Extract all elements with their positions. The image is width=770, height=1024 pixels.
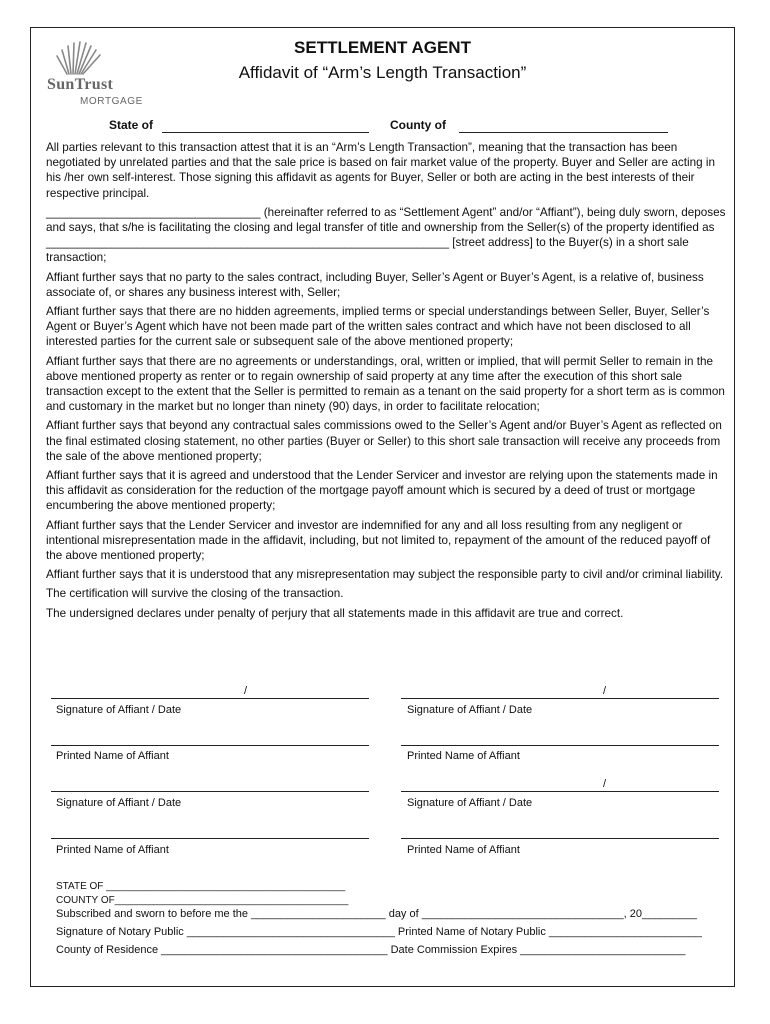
affiant-1-signature-label: Signature of Affiant / Date (56, 704, 182, 716)
logo-subtitle: MORTGAGE (80, 96, 143, 107)
date-separator: / (603, 685, 607, 697)
agent-text-2: [street address] to the Buyer(s) in a short sale transaction; (46, 236, 689, 265)
clause-paragraph: Affiant further says that it is understood that any misrepresentation may subject the responsible party to civil and/or criminal liability. (46, 568, 724, 582)
clause-paragraph: The certification will survive the closing of the transaction. (46, 587, 344, 601)
affiant-3-signature-field[interactable] (51, 791, 369, 792)
affiant-4-printed-name-label: Printed Name of Affiant (407, 844, 520, 856)
affiant-2-printed-name-field[interactable] (401, 745, 719, 746)
clause-paragraph: Affiant further says that the Lender Servicer and investor are indemnified for any and all loss resulting from any negligent or intentional misrepresentation made in the affidavit, including, but not limited to, repayment of the amount of the reduced payoff of the above mentioned property; (46, 518, 711, 563)
document-subtitle: Affidavit of “Arm’s Length Transaction” (238, 63, 527, 82)
affiant-2-signature-field[interactable] (401, 698, 719, 699)
affiant-4-printed-name-field[interactable] (401, 838, 719, 839)
logo-brand: SunTrust (47, 76, 114, 93)
notary-residence-line[interactable]: County of Residence _____________________________________ Date Commission Expires ___________________________ (56, 944, 686, 956)
agent-paragraph (46, 205, 726, 266)
street-address-field[interactable]: ______________________________________________________________ (46, 236, 450, 250)
affiant-4-signature-field[interactable] (401, 791, 719, 792)
document-title: SETTLEMENT AGENT (294, 38, 471, 57)
settlement-agent-name-field[interactable]: _________________________________ (46, 205, 261, 219)
clause-paragraph: Affiant further says that no party to the sales contract, including Buyer, Seller’s Agent or Buyer’s Agent, is a relative of, business associate of, or shares any business interest with, Seller; (46, 270, 704, 299)
affiant-2-printed-name-label: Printed Name of Affiant (407, 750, 520, 762)
date-separator: / (244, 685, 248, 697)
affiant-3-printed-name-field[interactable] (51, 838, 369, 839)
intro-paragraph: All parties relevant to this transaction attest that it is an “Arm’s Length Transaction”, meaning that the transaction has been negotiated by unrelated parties and that the sale price is based on fair market value of the property. Buyer and Seller are acting in his /her own self-interest. Those signing this affidavit as agents for Buyer, Seller or both are acting in the best interests of their respective principal. (46, 141, 715, 200)
state-label: State of (109, 118, 154, 132)
affiant-2-signature-label: Signature of Affiant / Date (407, 704, 533, 716)
affidavit-body (46, 140, 726, 625)
notary-state-field[interactable]: STATE OF ___________________________________________ (56, 881, 346, 892)
county-label: County of (390, 118, 446, 132)
affiant-1-signature-field[interactable] (51, 698, 369, 699)
clause-paragraph: The undersigned declares under penalty of perjury that all statements made in this affidavit are true and correct. (46, 606, 624, 620)
clause-paragraph: Affiant further says that it is agreed and understood that the Lender Servicer and investor are relying upon the statements made in this affidavit as consideration for the reduction of the mortgage payoff amount which is secured by a deed of trust or mortgage encumbering the above mentioned property; (46, 469, 718, 513)
affiant-3-signature-label: Signature of Affiant / Date (56, 797, 182, 809)
agent-text-1: (hereinafter referred to as “Settlement Agent” and/or “Affiant”), being duly sworn, deposes and says, that s/he is facilitating the closing and legal transfer of title and ownership from the Seller(s) of the property identified as (46, 205, 726, 235)
affiant-1-printed-name-field[interactable] (51, 745, 369, 746)
affiant-1-printed-name-label: Printed Name of Affiant (56, 750, 169, 762)
notary-subscribed-line[interactable]: Subscribed and sworn to before me the ______________________ day of _________________________________, 20_________ (56, 908, 698, 920)
affiant-3-printed-name-label: Printed Name of Affiant (56, 844, 169, 856)
county-field[interactable] (459, 132, 668, 133)
clause-paragraph: Affiant further says that there are no hidden agreements, implied terms or special understandings between Seller, Buyer, Seller’s Agent or Buyer’s Agent which have not been made part of the written sales contract and which have not been disclosed to all interested parties for the current sale or subsequent sale of the above mentioned property; (46, 305, 710, 349)
date-separator: / (603, 778, 607, 790)
notary-signature-line[interactable]: Signature of Notary Public __________________________________ Printed Name of Notary Public _________________________ (56, 926, 702, 938)
notary-county-field[interactable]: COUNTY OF__________________________________________ (56, 895, 349, 906)
state-field[interactable] (162, 132, 369, 133)
affiant-4-signature-label: Signature of Affiant / Date (407, 797, 533, 809)
clause-paragraph: Affiant further says that beyond any contractual sales commissions owed to the Seller’s Agent and/or Buyer’s Agent as reflected on the final estimated closing statement, no other parties (Buyer or Seller) to this short sale transaction will receive any proceeds from the sale of the above mentioned property; (46, 419, 722, 463)
clause-paragraph: Affiant further says that there are no agreements or understandings, oral, written or implied, that will permit Seller to remain in the above mentioned property as renter or to regain ownership of said property at any time after the execution of this short sale transaction except to the extent that the Seller is permitted to remain as a tenant on the said property for a short term as is common and customary in the market but no longer than ninety (90) days, in order to facilitate relocation; (46, 354, 725, 414)
affidavit-page (30, 27, 735, 987)
